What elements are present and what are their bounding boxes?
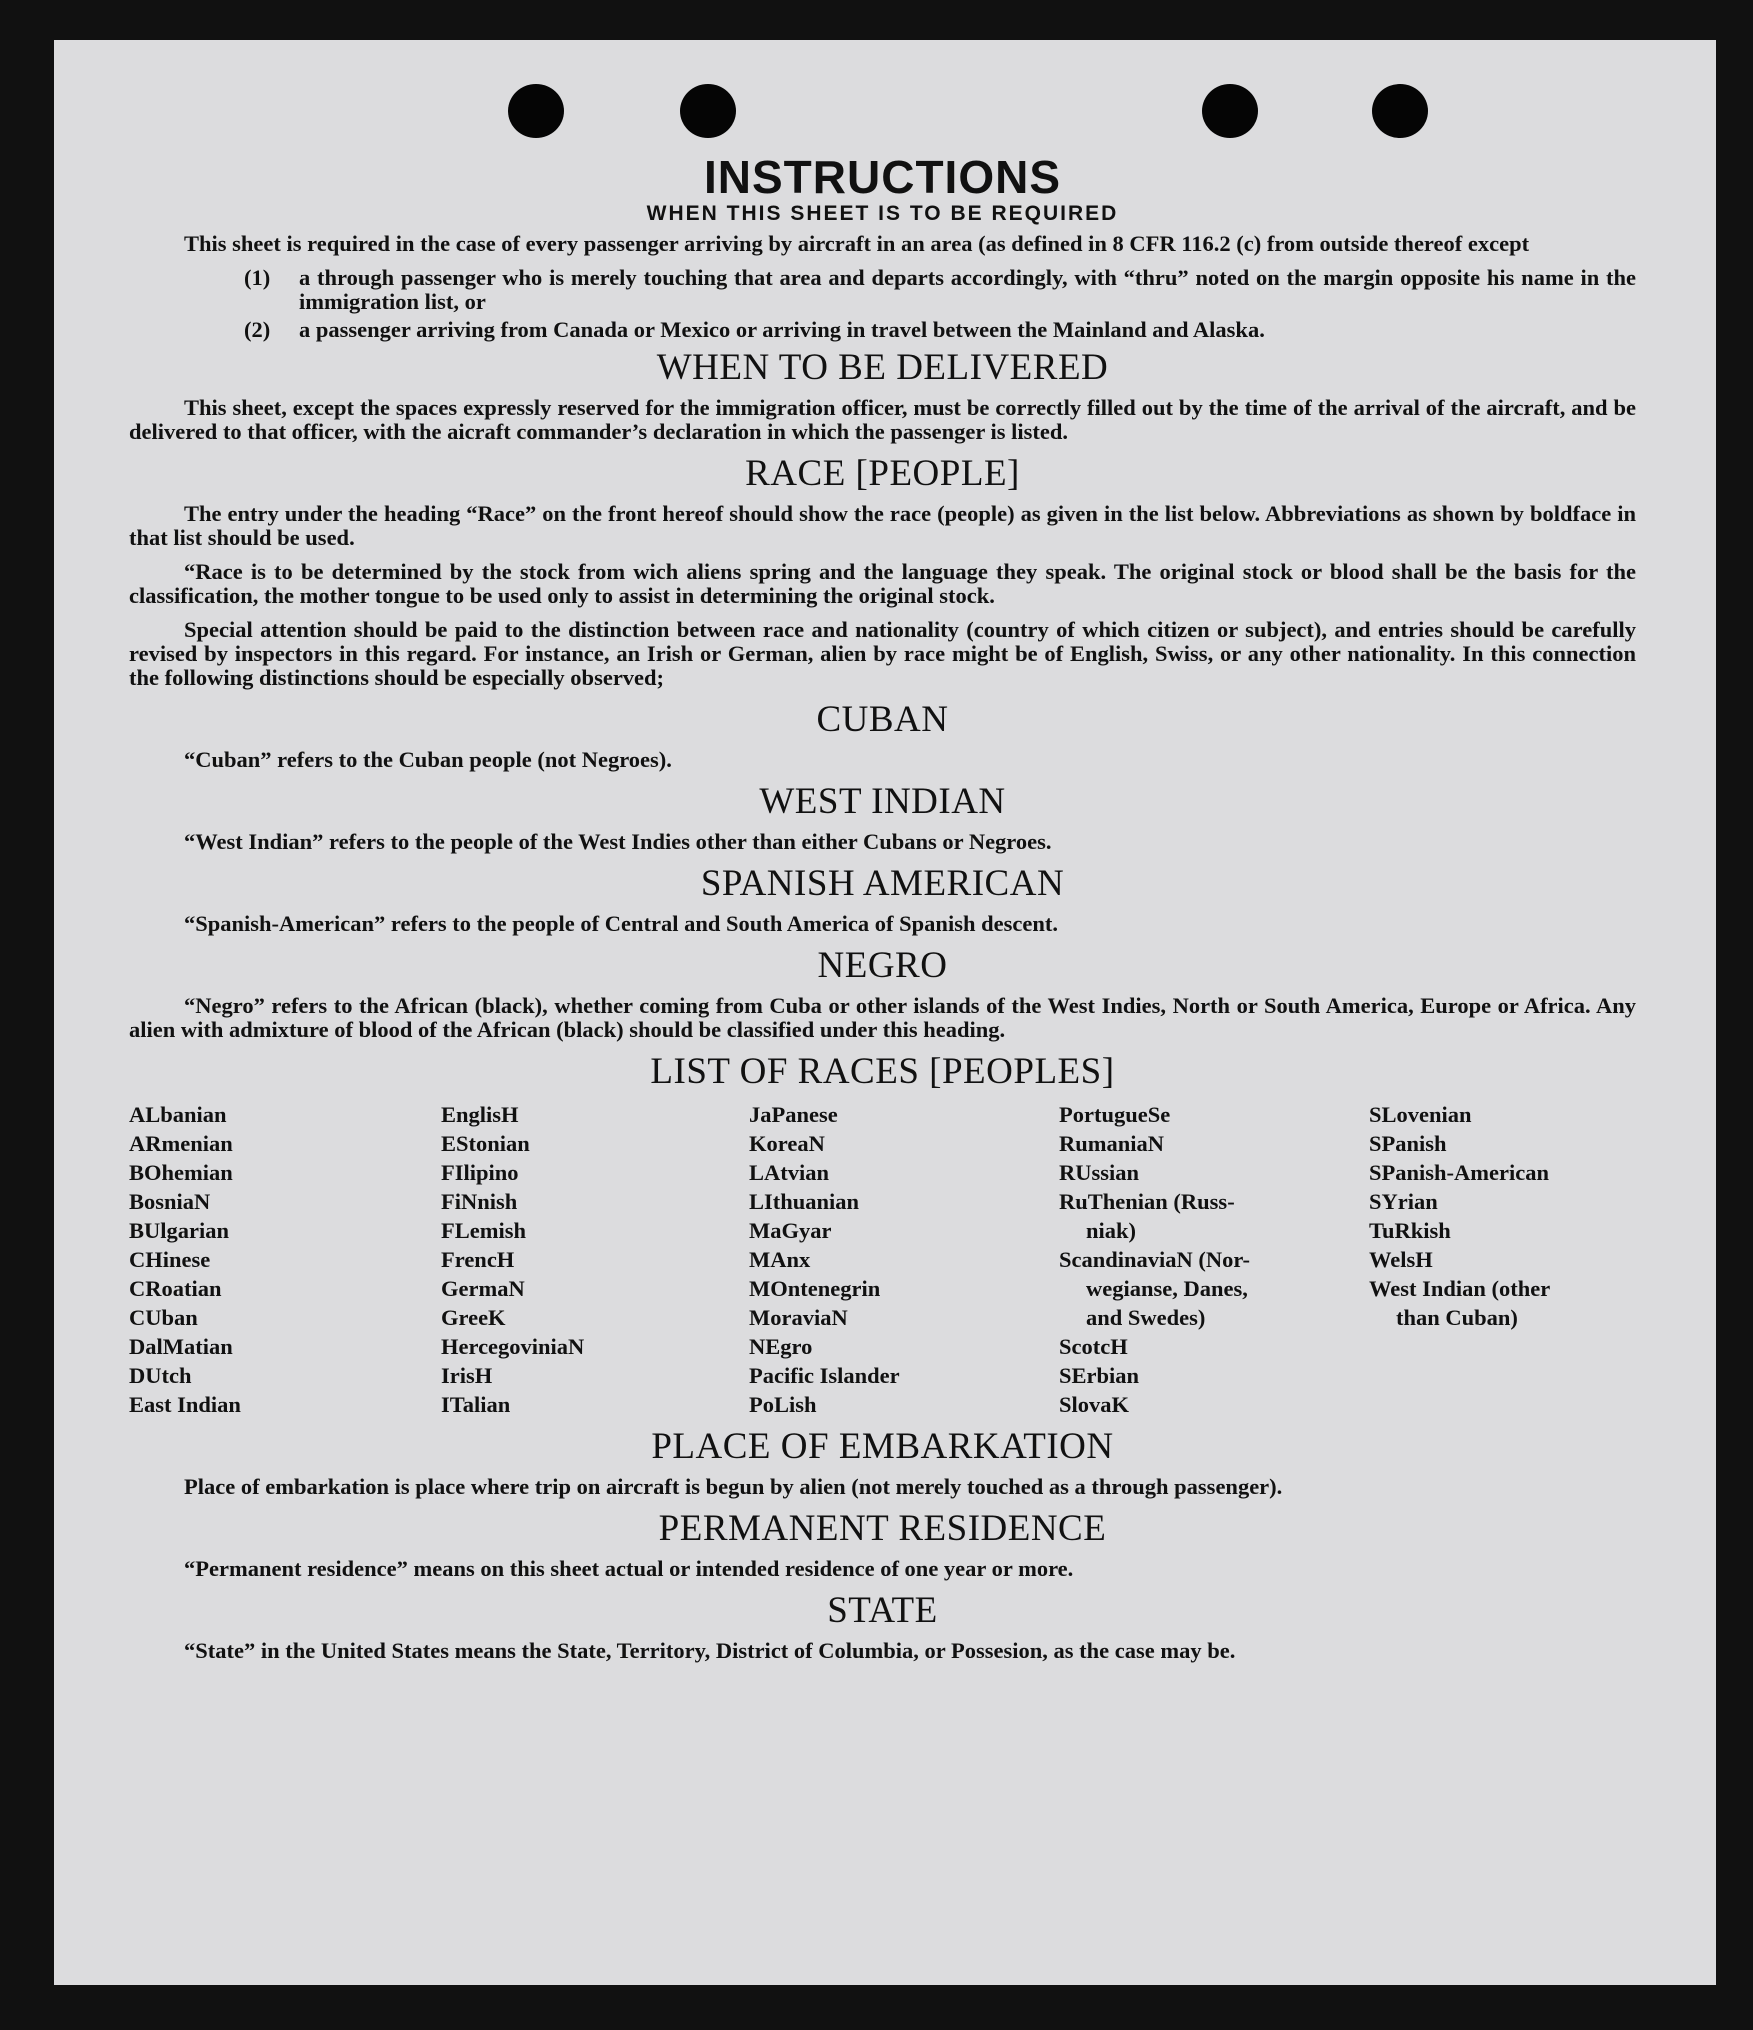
races-column	[1059, 1100, 1369, 1419]
embarkation-text: Place of embarkation is place where trip on aircraft is begun by alien (not merely touched as a through passenger).	[184, 1474, 1283, 1499]
punch-hole	[680, 84, 736, 138]
section-heading: WEST INDIAN	[759, 781, 1006, 822]
punch-hole	[1372, 84, 1428, 138]
page-title: INSTRUCTIONS	[704, 151, 1061, 203]
race-entry: and Swedes)	[1086, 1305, 1206, 1330]
race-entry: TuRkish	[1369, 1218, 1451, 1243]
section-heading: WHEN TO BE DELIVERED	[656, 347, 1109, 388]
race-entry: SlovaK	[1059, 1392, 1130, 1417]
race-entry: West Indian (other	[1369, 1276, 1551, 1301]
race-entry: SPanish	[1369, 1131, 1447, 1156]
section-heading: RACE [PEOPLE]	[745, 453, 1020, 494]
race-entry: MoraviaN	[749, 1305, 848, 1330]
race-entry: BOhemian	[129, 1160, 233, 1185]
punch-hole	[1202, 84, 1258, 138]
race-entry: than Cuban)	[1396, 1305, 1518, 1330]
required-intro: This sheet is required in the case of every passenger arriving by aircraft in an area (as defined in 8 CFR 116.2 (c) from outside thereof except	[184, 231, 1530, 256]
race-paragraph: The entry under the heading “Race” on the front hereof should show the race (people) as given in the list below. Abbreviations as shown by boldface in that list should be used.	[129, 501, 1636, 550]
instruction-sheet	[54, 40, 1716, 1985]
race-entry: BosniaN	[129, 1189, 211, 1214]
races-column	[441, 1100, 749, 1419]
delivered-text: This sheet, except the spaces expressly reserved for the immigration officer, must be correctly filled out by the time of the arrival of the aircraft, and be delivered to that officer, with the aicraft commander’s declaration in which the passenger is listed.	[129, 395, 1636, 444]
race-entry: wegianse, Danes,	[1086, 1276, 1248, 1301]
race-entry: LAtvian	[749, 1160, 830, 1185]
race-entry: ScandinaviaN (Nor-	[1059, 1247, 1251, 1272]
race-entry: EStonian	[441, 1131, 530, 1156]
race-entry: FIlipino	[441, 1160, 519, 1185]
race-entry: JaPanese	[749, 1102, 838, 1127]
cuban-text: “Cuban” refers to the Cuban people (not Negroes).	[184, 747, 672, 772]
race-entry: RumaniaN	[1059, 1131, 1165, 1156]
section-heading: SPANISH AMERICAN	[700, 863, 1065, 904]
race-entry: WelsH	[1369, 1247, 1433, 1272]
race-entry: RUssian	[1059, 1160, 1140, 1185]
section-heading: LIST OF RACES [PEOPLES]	[650, 1051, 1115, 1092]
residence-text: “Permanent residence” means on this sheet actual or intended residence of one year or more.	[184, 1556, 1074, 1581]
race-entry: SLovenian	[1369, 1102, 1472, 1127]
race-paragraph: Special attention should be paid to the distinction between race and nationality (country of which citizen or subject), and entries should be carefully revised by inspectors in this regard. For instance, an Irish or German, alien by race might be of English, Swiss, or any other nationality. In this connection the following distinctions should be especially observed;	[129, 617, 1636, 690]
race-entry: BUlgarian	[129, 1218, 230, 1243]
section-heading: PLACE OF EMBARKATION	[651, 1426, 1114, 1467]
race-entry: NEgro	[749, 1334, 813, 1359]
race-entry: MOntenegrin	[749, 1276, 881, 1301]
state-text: “State” in the United States means the State, Territory, District of Columbia, or Possesion, as the case may be.	[184, 1638, 1236, 1663]
races-column	[749, 1100, 1059, 1419]
west-indian-text: “West Indian” refers to the people of the West Indies other than either Cubans or Negroes.	[184, 829, 1052, 854]
section-heading: CUBAN	[816, 699, 949, 740]
race-entry: GreeK	[441, 1305, 506, 1330]
race-entry: ARmenian	[129, 1131, 233, 1156]
races-column	[1369, 1100, 1636, 1419]
race-entry: ScotcH	[1059, 1334, 1128, 1359]
race-entry: EnglisH	[441, 1102, 519, 1127]
list-item: (1) a through passenger who is merely touching that area and departs accordingly, with “thru” noted on the margin opposite his name in the immigration list, or	[244, 265, 1636, 314]
race-entry: IrisH	[441, 1363, 493, 1388]
race-entry: FLemish	[441, 1218, 527, 1243]
race-entry: SErbian	[1059, 1363, 1140, 1388]
races-list	[129, 1100, 1636, 1419]
race-entry: SYrian	[1369, 1189, 1438, 1214]
race-entry: ITalian	[441, 1392, 511, 1417]
race-entry: East Indian	[129, 1392, 241, 1417]
race-entry: LIthuanian	[749, 1189, 860, 1214]
exceptions-list	[244, 266, 1636, 342]
race-entry: PortugueSe	[1059, 1102, 1171, 1127]
race-entry: PoLish	[749, 1392, 817, 1417]
race-entry: MAnx	[749, 1247, 811, 1272]
race-entry: SPanish-American	[1369, 1160, 1549, 1185]
section-heading: STATE	[827, 1590, 938, 1631]
punch-hole	[508, 84, 564, 138]
race-entry: niak)	[1086, 1218, 1137, 1243]
race-entry: FiNnish	[441, 1189, 518, 1214]
races-column	[129, 1100, 441, 1419]
race-entry: DalMatian	[129, 1334, 233, 1359]
race-entry: DUtch	[129, 1363, 192, 1388]
race-entry: KoreaN	[749, 1131, 825, 1156]
page-subtitle: WHEN THIS SHEET IS TO BE REQUIRED	[646, 202, 1119, 225]
race-entry: GermaN	[441, 1276, 525, 1301]
section-heading: NEGRO	[817, 945, 948, 986]
list-item: (2) a passenger arriving from Canada or Mexico or arriving in travel between the Mainland and Alaska.	[244, 317, 1265, 342]
race-paragraph: “Race is to be determined by the stock from wich aliens spring and the language they speak. The original stock or blood shall be the basis for the classification, the mother tongue to be used only to assist in determining the original stock.	[129, 559, 1636, 608]
race-entry: RuThenian (Russ-	[1059, 1189, 1235, 1214]
race-entry: MaGyar	[749, 1218, 832, 1243]
race-entry: FrencH	[441, 1247, 515, 1272]
negro-text: “Negro” refers to the African (black), whether coming from Cuba or other islands of the West Indies, North or South America, Europe or Africa. Any alien with admixture of blood of the African (black) should be classified under this heading.	[129, 993, 1636, 1042]
race-entry: Pacific Islander	[749, 1363, 900, 1388]
section-heading: PERMANENT RESIDENCE	[658, 1508, 1107, 1549]
race-entry: CRoatian	[129, 1276, 222, 1301]
spanish-american-text: “Spanish-American” refers to the people of Central and South America of Spanish descent.	[184, 911, 1058, 936]
race-entry: CHinese	[129, 1247, 211, 1272]
race-entry: ALbanian	[129, 1102, 227, 1127]
race-entry: HercegoviniaN	[441, 1334, 585, 1359]
race-entry: CUban	[129, 1305, 198, 1330]
